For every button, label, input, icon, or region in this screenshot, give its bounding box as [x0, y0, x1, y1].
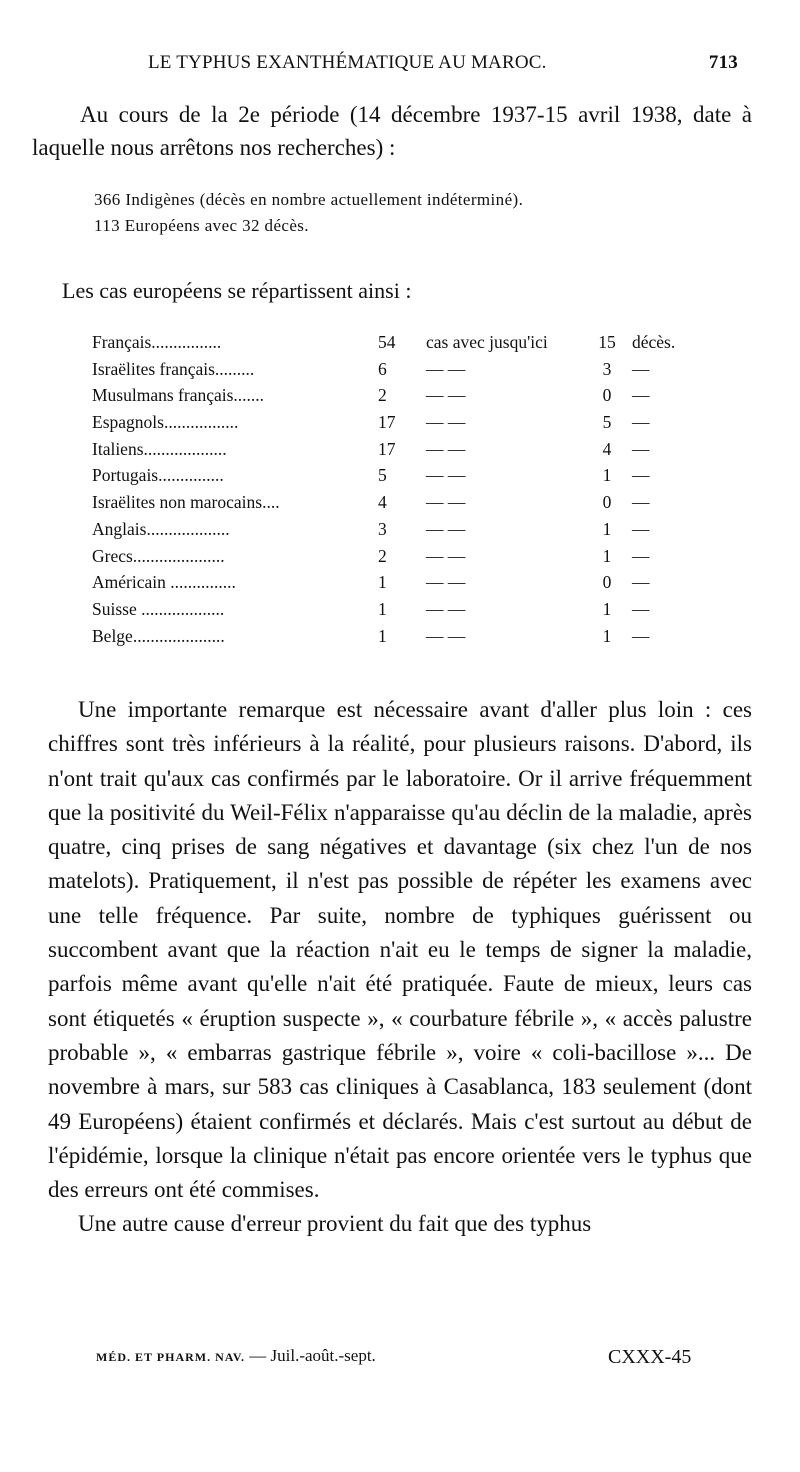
table-row: [92, 519, 692, 546]
cases-cell: 1: [378, 598, 387, 619]
ditto-cell: cas avec jusqu'ici: [426, 332, 548, 352]
ditto-cell: — —: [426, 438, 466, 459]
cases-cell: 6: [378, 358, 387, 379]
deaths-cell: 1: [602, 598, 612, 619]
cases-cell: 5: [378, 465, 387, 486]
body-text: [48, 693, 752, 1242]
table-row: [92, 572, 692, 599]
cases-cell: 3: [378, 518, 387, 539]
nationality-cell: Musulmans français.......: [92, 385, 265, 406]
nationality-cell: Suisse ...................: [92, 598, 225, 619]
deaths-cell: 0: [602, 572, 612, 593]
ditto-cell: — —: [426, 358, 466, 379]
suffix-cell: —: [632, 545, 650, 566]
ditto-cell: — —: [426, 518, 466, 539]
nationality-cell: Belge.....................: [92, 625, 225, 646]
ditto-cell: — —: [426, 545, 466, 566]
ditto-cell: — —: [426, 492, 466, 513]
nationality-cell: Espagnols.................: [92, 412, 239, 433]
table-row: [92, 599, 692, 626]
nationality-cell: Portugais...............: [92, 465, 224, 486]
deaths-cell: 0: [602, 492, 612, 513]
deaths-cell: 1: [602, 465, 612, 486]
deaths-cell: 1: [602, 545, 612, 566]
nationality-cell: Américain ...............: [92, 572, 236, 593]
deaths-cell: 5: [602, 412, 612, 433]
deaths-cell: 0: [602, 385, 612, 406]
intro-paragraph: Au cours de la 2e période (14 décembre 1937-15 avril 1938, date à laquelle nous arrêtons nos recherches) :: [32, 102, 752, 160]
suffix-cell: —: [632, 358, 650, 379]
journal-name: MÉD. ET PHARM. NAV.: [96, 1350, 246, 1364]
suffix-cell: —: [632, 625, 650, 646]
table-row: [92, 546, 692, 573]
suffix-cell: —: [632, 465, 650, 486]
ditto-cell: — —: [426, 385, 466, 406]
nationality-cell: Grecs.....................: [92, 545, 225, 566]
deaths-cell: 4: [602, 438, 612, 459]
suffix-cell: —: [632, 492, 650, 513]
paragraph: Une autre cause d'erreur provient du fait que des typhus: [78, 1211, 592, 1237]
deaths-cell: 1: [602, 625, 612, 646]
table-row: [92, 465, 692, 492]
cases-table: [92, 332, 692, 652]
nationality-cell: Italiens...................: [92, 438, 227, 459]
deaths-cell: 15: [598, 332, 616, 352]
footer-volume: CXXX-45: [608, 1346, 692, 1368]
table-intro: Les cas européens se répartissent ainsi :: [62, 278, 412, 303]
suffix-cell: —: [632, 412, 650, 433]
cases-cell: 2: [378, 545, 387, 566]
nationality-cell: Israëlites français.........: [92, 358, 255, 379]
cases-cell: 17: [378, 412, 396, 433]
table-row: [92, 359, 692, 386]
suffix-cell: —: [632, 385, 650, 406]
nationality-cell: Israëlites non marocains....: [92, 492, 280, 513]
table-row: [92, 332, 692, 359]
ditto-cell: — —: [426, 465, 466, 486]
suffix-cell: décès.: [632, 332, 676, 352]
ditto-cell: — —: [426, 625, 466, 646]
ditto-cell: — —: [426, 412, 466, 433]
suffix-cell: —: [632, 598, 650, 619]
table-row: [92, 385, 692, 412]
case-summary: [94, 187, 523, 239]
suffix-cell: —: [632, 572, 650, 593]
suffix-cell: —: [632, 518, 650, 539]
case-line-indigenes: 366 Indigènes (décès en nombre actuellement indéterminé).: [94, 190, 524, 209]
deaths-cell: 1: [602, 518, 612, 539]
table-row: [92, 626, 692, 653]
cases-cell: 4: [378, 492, 387, 513]
running-title: LE TYPHUS EXANTHÉMATIQUE AU MAROC.: [148, 52, 547, 73]
cases-cell: 54: [378, 332, 396, 352]
deaths-cell: 3: [602, 358, 612, 379]
journal-date: — Juil.-août.-sept.: [249, 1346, 376, 1365]
ditto-cell: — —: [426, 572, 466, 593]
table-row: [92, 412, 692, 439]
cases-cell: 1: [378, 625, 387, 646]
nationality-cell: Anglais...................: [92, 518, 230, 539]
paragraph: Une importante remarque est nécessaire avant d'aller plus loin : ces chiffres sont très inférieurs à la réalité, pour plusieurs raisons. D'abord, ils n'ont trait qu'aux cas confirmés par le laboratoire. Or il arrive fréquemment que la positivité du Weil-Félix n'apparaisse qu'au déclin de la maladie, après quatre, cinq prises de sang négatives et davantage (six chez l'un de nos matelots). Pratiquement, il n'est pas possible de répéter les examens avec une telle fréquence. Par suite, nombre de typhiques guérissent ou succombent avant que la réaction n'ait eu le temps de signer la maladie, parfois même avant qu'elle n'ait été pratiquée. Faute de mieux, leurs cas sont étiquetés « éruption suspecte », « courbature fébrile », « accès palustre probable », « embarras gastrique fébrile », voire « coli-bacillose »... De novembre à mars, sur 583 cas cliniques à Casablanca, 183 seulement (dont 49 Européens) étaient confirmés et déclarés. Mais c'est surtout au début de l'épidémie, lorsque la clinique n'était pas encore orientée vers le typhus que des erreurs ont été commises.: [48, 697, 752, 1203]
footer-journal: [96, 1346, 376, 1366]
page-number: 713: [708, 52, 738, 73]
table-row: [92, 492, 692, 519]
ditto-cell: — —: [426, 598, 466, 619]
cases-cell: 2: [378, 385, 387, 406]
table-row: [92, 439, 692, 466]
case-line-europeens: 113 Européens avec 32 décès.: [94, 216, 309, 235]
cases-cell: 1: [378, 572, 387, 593]
cases-cell: 17: [378, 438, 396, 459]
nationality-cell: Français................: [92, 332, 222, 352]
suffix-cell: —: [632, 438, 650, 459]
